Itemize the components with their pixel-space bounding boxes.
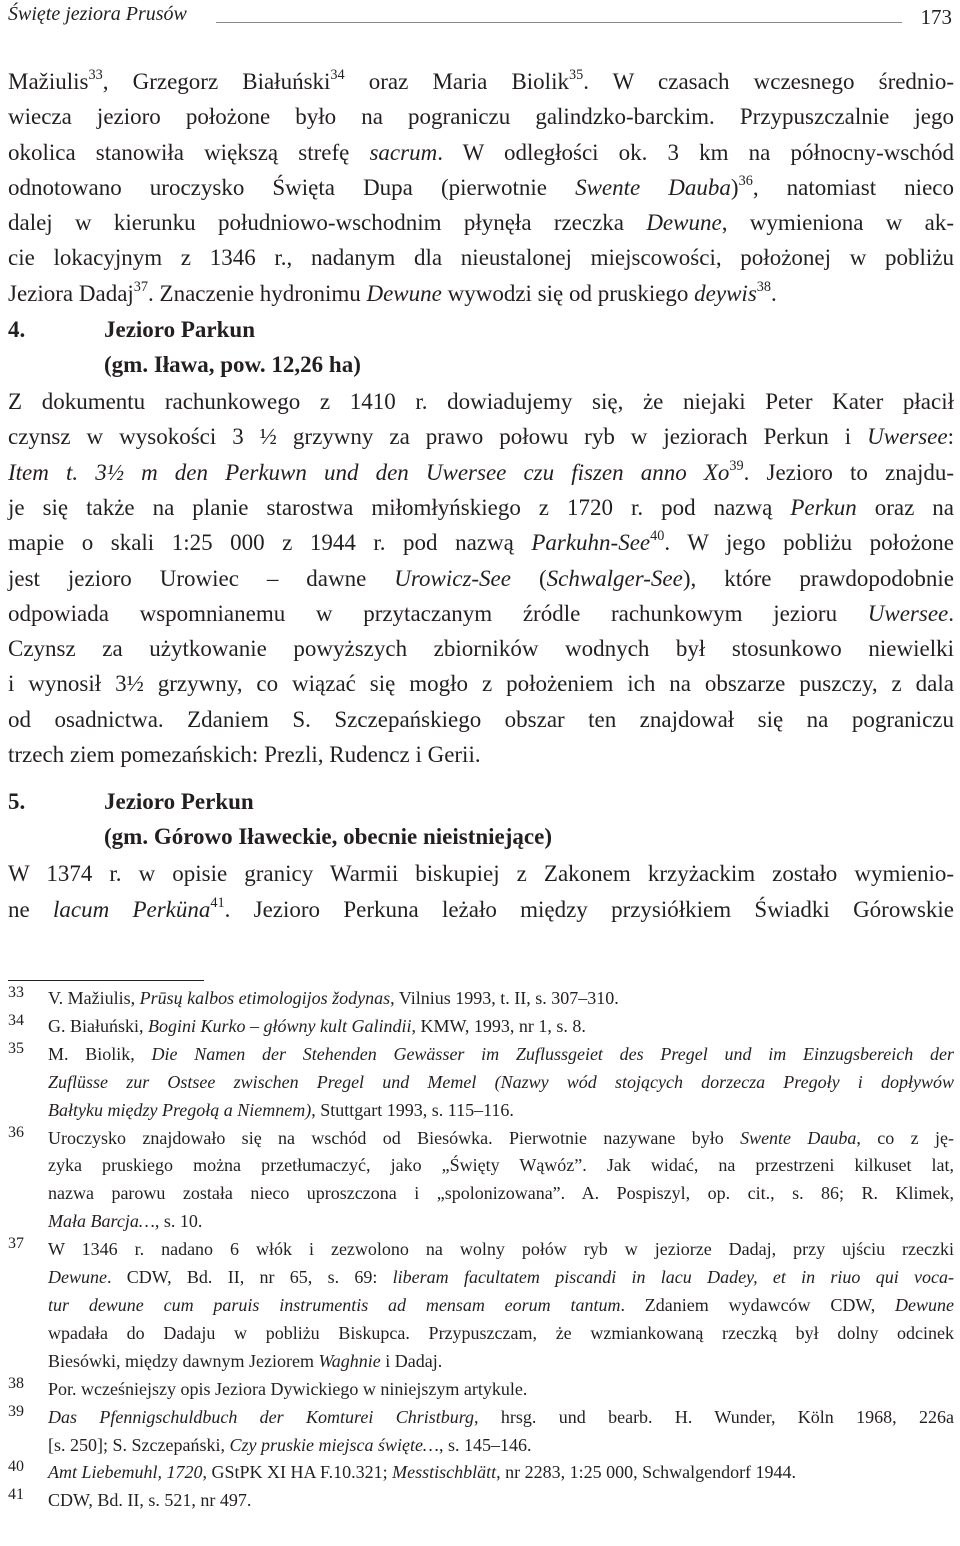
text-line: wpadała do Dadaju w pobliżu Biskupca. Przypuszczam, że wzmiankowaną rzeczką był dolny odcinek — [48, 1322, 954, 1343]
footnote-number: 37 — [8, 1235, 24, 1253]
text-line: i wynosił 3½ grzywny, co wiązać się mogło z położeniem ich na obszarze puszczy, z dala — [8, 671, 954, 697]
footnote-text — [48, 1376, 954, 1404]
footnote-number: 36 — [8, 1123, 24, 1141]
text-line: W 1346 r. nadano 6 włók i zezwolono na wolny połów ryb w jeziorze Dadaj, przy ujściu rzeczki — [48, 1239, 954, 1260]
main-text — [8, 64, 954, 927]
footnote-text — [48, 1236, 954, 1376]
text-line: Zuflüsse zur Ostsee zwischen Pregel und Memel (Nazwy wód stojących dorzecza Pregoły i dopływów — [48, 1071, 954, 1092]
text-line: Amt Liebemuhl, 1720, GStPK XI HA F.10.321; Messtischblätt, nr 2283, 1:25 000, Schwalgendorf 1944. — [48, 1462, 797, 1483]
text-line: Item t. 3½ m den Perkuwn und den Uwersee czu fiszen anno Xo$^{39}$. Jezioro to znajdu- — [8, 457, 954, 485]
running-title: Święte jeziora Prusów — [8, 3, 187, 25]
footnote — [8, 985, 954, 1013]
paragraph-1 — [8, 64, 954, 311]
text-line: czynsz w wysokości 3 ½ grzywny za prawo połowu ryb w jeziorach Perkun i Uwersee: — [8, 424, 954, 450]
footnote — [8, 1404, 954, 1460]
text-line: Jeziora Dadaj$^{37}$. Znaczenie hydronimu Dewune wywodzi się od pruskiego deywis$^{38}$. — [8, 278, 777, 306]
text-line: Z dokumentu rachunkowego z 1410 r. dowiadujemy się, że niejaki Peter Kater płacił — [8, 389, 954, 415]
text-line: je się także na planie starostwa miłomłyńskiego z 1720 r. pod nazwą Perkun oraz na — [8, 494, 954, 520]
footnote-number: 35 — [8, 1039, 24, 1057]
section-title: Jezioro Perkun — [104, 789, 254, 815]
paragraph-3 — [8, 856, 954, 927]
text-line: cie lokacyjnym z 1346 r., nadanym dla nieustalonej miejscowości, położonej w pobliżu — [8, 245, 954, 271]
text-line: tur dewune cum paruis instrumentis ad mensam eorum tantum. Zdaniem wydawców CDW, Dewune — [48, 1294, 955, 1315]
footnote-text — [48, 1404, 954, 1460]
text-line: trzech ziem pomezańskich: Prezli, Rudencz i Gerii. — [8, 742, 481, 768]
text-line: dalej w kierunku południowo-wschodnim płynęła rzeczka Dewune, wymieniona w ak- — [8, 210, 954, 236]
footnote — [8, 1487, 954, 1515]
footnote-text — [48, 1013, 954, 1041]
text-line: wiecza jezioro położone było na pograniczu galindzko-barckim. Przypuszczalnie jego — [8, 104, 954, 130]
text-line: Das Pfennigschuldbuch der Komturei Christburg, hrsg. und bearb. H. Wunder, Köln 1968, 226a — [48, 1406, 954, 1427]
text-line: Czynsz za użytkowanie powyższych zbiorników wodnych był stosunkowo niewielki — [8, 636, 954, 662]
text-line: W 1374 r. w opisie granicy Warmii biskupiej z Zakonem krzyżackim zostało wymienio- — [8, 861, 954, 887]
footnote-number: 41 — [8, 1486, 24, 1504]
footnote — [8, 1041, 954, 1125]
section-title: Jezioro Parkun — [104, 317, 255, 343]
footnote — [8, 1459, 954, 1487]
footnote-number: 34 — [8, 1011, 24, 1029]
footnote-number: 38 — [8, 1374, 24, 1392]
text-line: V. Mažiulis, Prūsų kalbos etimologijos žodynas, Vilnius 1993, t. II, s. 307–310. — [48, 988, 619, 1008]
text-line: Dewune. CDW, Bd. II, nr 65, s. 69: liberam facultatem piscandi in lacu Dadey, et in riuo qui voca- — [48, 1267, 954, 1288]
footnote-text — [48, 1041, 954, 1125]
text-line: odnotowano uroczysko Święta Dupa (pierwotnie Swente Dauba)$^{36}$, natomiast nieco — [8, 172, 954, 200]
section-heading-5 — [8, 784, 954, 854]
footnote — [8, 1125, 954, 1237]
page-number: 173 — [920, 5, 952, 29]
text-line: ne lacum Perküna$^{41}$. Jezioro Perkuna leżało między przysiółkiem Świadki Górowskie — [8, 894, 954, 922]
section-subtitle: (gm. Górowo Iławeckie, obecnie nieistniejące) — [104, 824, 552, 850]
footnote — [8, 1236, 954, 1376]
section-subtitle: (gm. Iława, pow. 12,26 ha) — [104, 352, 361, 378]
paragraph-2 — [8, 384, 954, 772]
section-number: 4. — [8, 317, 26, 343]
text-line: Mała Barcja…, s. 10. — [48, 1211, 203, 1232]
text-line: jest jezioro Urowiec – dawne Urowicz-See (Schwalger-See), które prawdopodobnie — [8, 565, 954, 591]
text-line: nazwa parowu została nieco uproszczona i „spolonizowana”. A. Pospiszyl, op. cit., s. 86; R. Klimek, — [48, 1183, 954, 1204]
section-number: 5. — [8, 789, 26, 815]
footnote-text — [48, 985, 954, 1013]
footnote-text — [48, 1487, 954, 1515]
text-line: M. Biolik, Die Namen der Stehenden Gewässer im Zuflussgeiet des Pregel und im Einzugsbereich der — [48, 1043, 955, 1064]
text-line: zyka pruskiego można przetłumaczyć, jako „Święty Wąwóz”. Jak widać, na przestrzeni kilkuset lat, — [48, 1155, 954, 1176]
text-line: G. Białuński, Bogini Kurko – główny kult Galindii, KMW, 1993, nr 1, s. 8. — [48, 1015, 586, 1036]
footnote — [8, 1376, 954, 1404]
footnote — [8, 1013, 954, 1041]
footnote-number: 33 — [8, 984, 24, 1001]
text-line: [s. 250]; S. Szczepański, Czy pruskie miejsca święte…, s. 145–146. — [48, 1434, 532, 1455]
text-line: Mažiulis$^{33}$, Grzegorz Białuński$^{34}$ oraz Maria Biolik$^{35}$. W czasach wczesnego średnio- — [8, 66, 954, 94]
header-rule — [216, 22, 902, 23]
footnote-text — [48, 1459, 954, 1487]
text-line: okolica stanowiła większą strefę sacrum. W odległości ok. 3 km na północny-wschód — [8, 139, 955, 165]
footnote-rule — [8, 980, 204, 981]
text-line: Biesówki, między dawnym Jeziorem Waghnie i Dadaj. — [48, 1350, 443, 1371]
text-line: mapie o skali 1:25 000 z 1944 r. pod nazwą Parkuhn-See$^{40}$. W jego pobliżu położone — [8, 528, 954, 556]
footnote-text — [48, 1125, 954, 1237]
text-line: Uroczysko znajdowało się na wschód od Biesówka. Pierwotnie nazywane było Swente Dauba, co z ję- — [48, 1127, 954, 1148]
text-line: Bałtyku między Pregołą a Niemnem), Stuttgart 1993, s. 115–116. — [48, 1099, 514, 1120]
text-line: CDW, Bd. II, s. 521, nr 497. — [48, 1490, 252, 1511]
text-line: Por. wcześniejszy opis Jeziora Dywickiego w niniejszym artykule. — [48, 1378, 528, 1399]
text-line: od osadnictwa. Zdaniem S. Szczepańskiego obszar ten znajdował się na pograniczu — [8, 706, 954, 732]
footnote-number: 40 — [8, 1458, 24, 1476]
section-heading-4 — [8, 312, 954, 382]
text-line: odpowiada wspomnianemu w przytaczanym źródle rachunkowym jezioru Uwersee. — [8, 600, 954, 626]
footnote-number: 39 — [8, 1402, 24, 1420]
footnotes — [8, 985, 954, 1515]
